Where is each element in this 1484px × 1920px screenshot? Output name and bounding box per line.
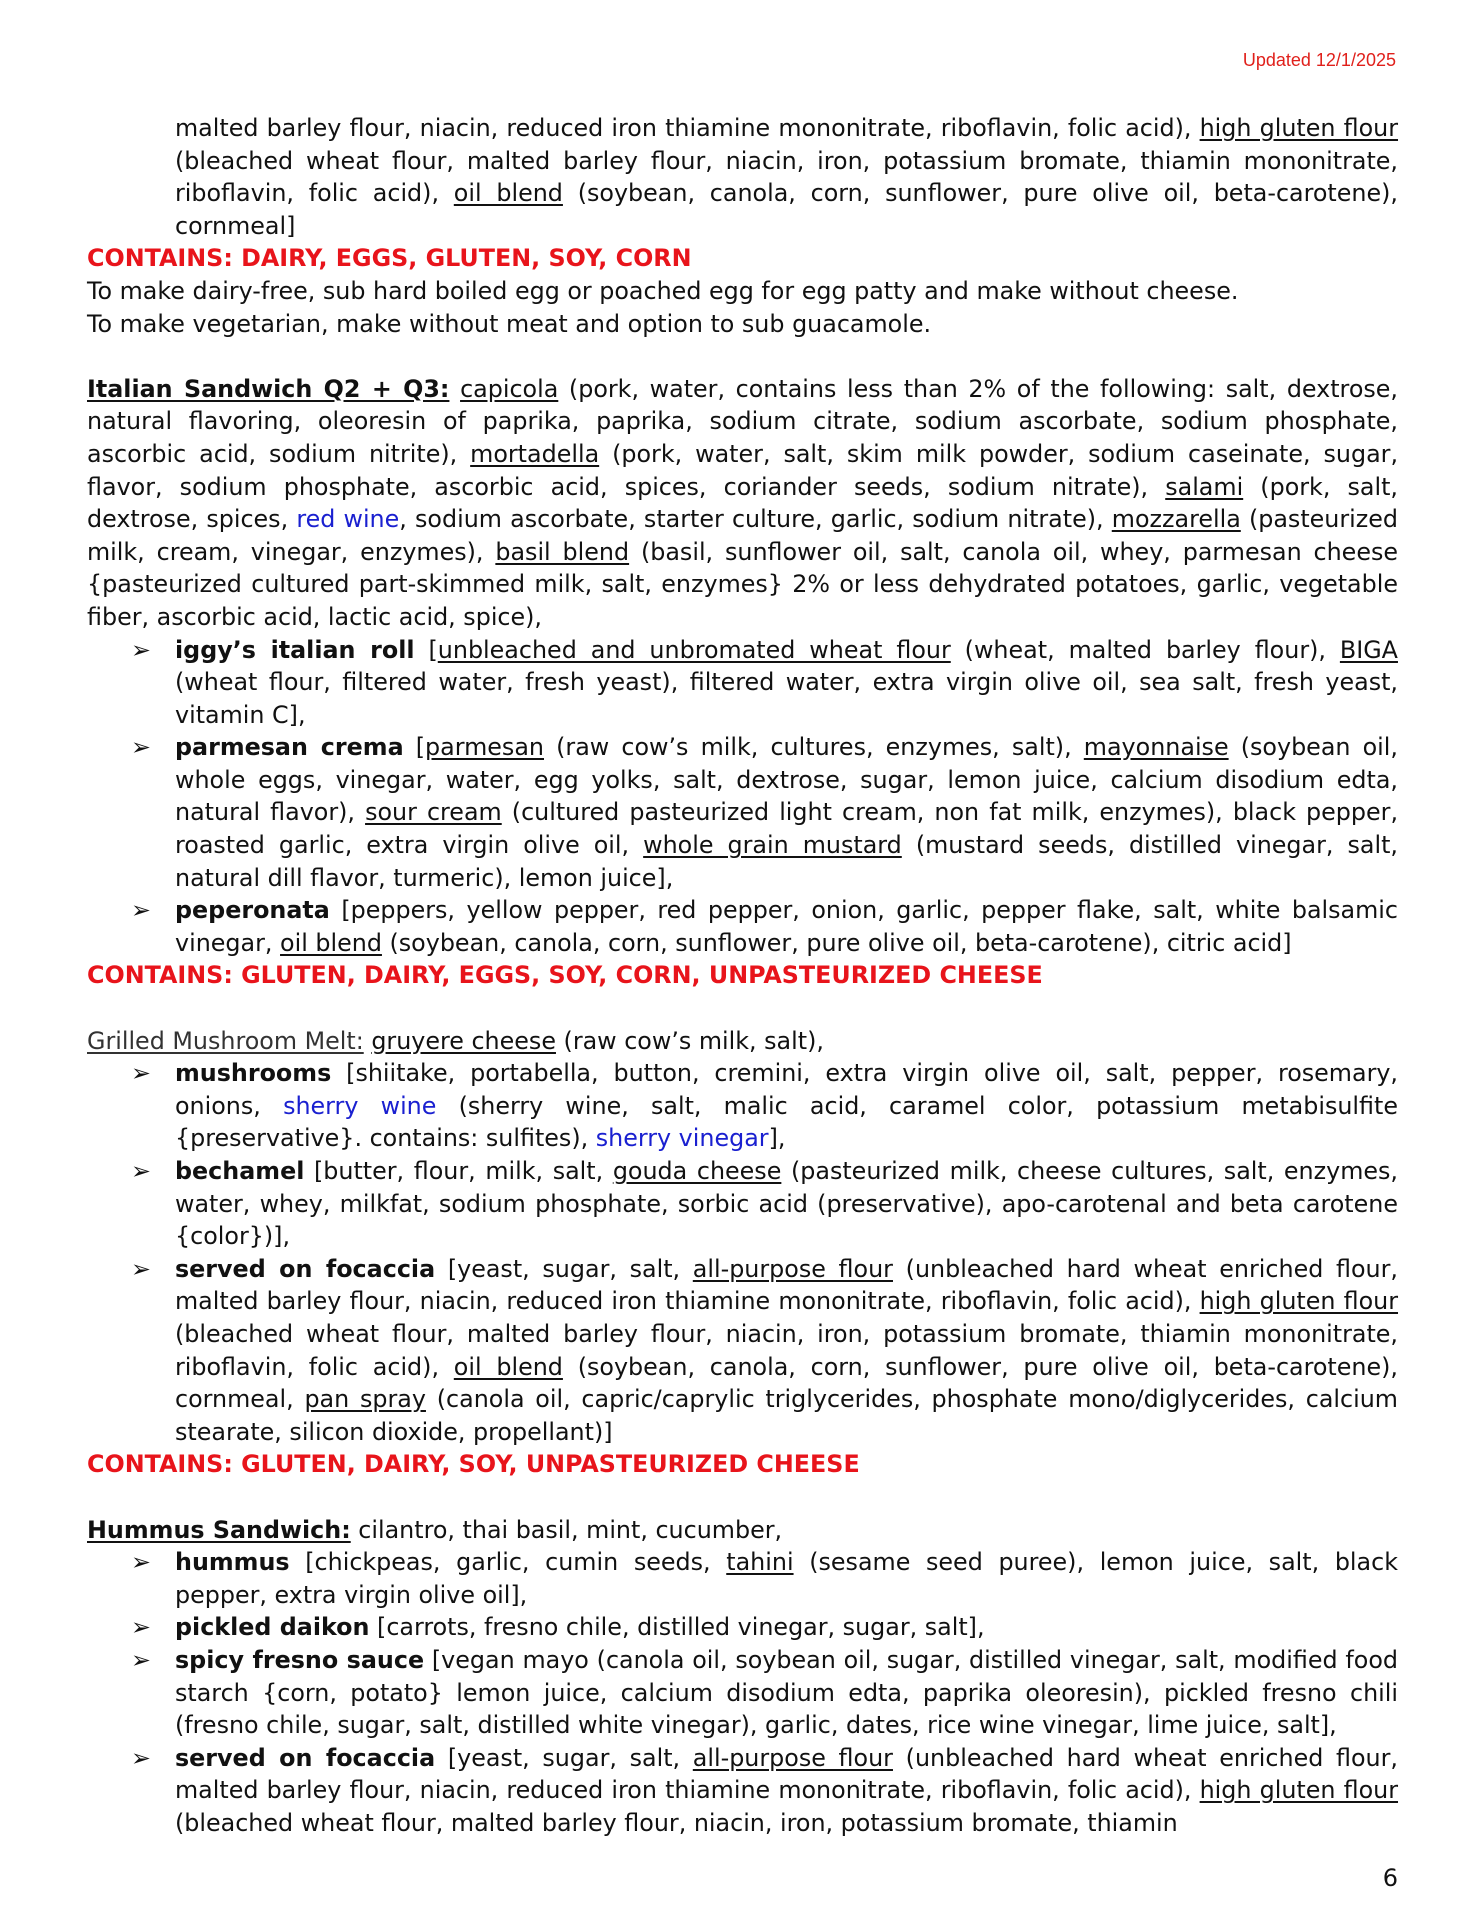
continuation-paragraph: [175, 112, 1398, 242]
mushroom-components-list: [87, 1057, 1398, 1448]
text-run: [chickpeas, garlic, cumin seeds,: [289, 1548, 727, 1577]
wine-highlight: sherry wine: [283, 1091, 437, 1120]
text-run: (soybean, canola, corn, sunflower, pure olive oil, beta-carotene), citric acid]: [381, 928, 1292, 957]
ingredient-link: capicola: [460, 374, 559, 403]
text-run: , sodium ascorbate, starter culture, garlic, sodium nitrate),: [399, 505, 1112, 534]
component-name: parmesan crema: [175, 733, 404, 762]
section-title: Italian Sandwich Q2 + Q3:: [87, 374, 450, 403]
ingredient-link: mortadella: [470, 439, 600, 468]
italian-components-list: [87, 634, 1398, 960]
text-run: [: [403, 733, 426, 762]
component-name: bechamel: [175, 1157, 305, 1185]
list-item: [87, 1546, 1398, 1611]
contains-allergens: CONTAINS: GLUTEN, DAIRY, SOY, UNPASTEURIZED CHEESE: [87, 1450, 860, 1479]
ingredient-link: BIGA: [1339, 635, 1398, 664]
text-run: (mustard seeds, distilled vinegar, salt, natural dill flavor, turmeric), lemon juice],: [175, 831, 1398, 892]
arrow-bullet-icon: ➢: [131, 1613, 151, 1642]
list-item: [87, 1644, 1398, 1742]
section-title: Grilled Mushroom Melt:: [87, 1026, 364, 1055]
text-run: (cultured pasteurized light cream, non fat milk, enzymes), black pepper, roasted garlic, extra virgin olive oil,: [175, 798, 1399, 860]
text-run: (soybean oil, whole eggs, vinegar, water, egg yolks, salt, dextrose, sugar, lemon juice, calcium disodium edta, natural flavor),: [175, 733, 1398, 827]
arrow-bullet-icon: ➢: [131, 733, 151, 762]
contains-allergens: CONTAINS: GLUTEN, DAIRY, EGGS, SOY, CORN, UNPASTEURIZED CHEESE: [87, 961, 1043, 990]
list-item: [87, 1611, 1398, 1644]
hummus-components-list: [87, 1546, 1398, 1839]
text-run: (raw cow’s milk, cultures, enzymes, salt),: [544, 733, 1084, 762]
note-dairy-free: To make dairy-free, sub hard boiled egg or poached egg for egg patty and make without cheese.: [87, 276, 1239, 305]
ingredient-link: salami: [1165, 472, 1244, 501]
note-vegetarian: To make vegetarian, make without meat and option to sub guacamole.: [87, 309, 932, 338]
text-run: (unbleached hard wheat enriched flour, malted barley flour, niacin, reduced iron thiamine mononitrate, riboflavin, folic acid),: [175, 1743, 1398, 1805]
text-run: (bleached wheat flour, malted barley flour, niacin, iron, potassium bromate, thiamin: [175, 1808, 1178, 1837]
text-run: (bleached wheat flour, malted barley flour, niacin, iron, potassium bromate, thiamin mononitrate, riboflavin, folic acid),: [175, 1319, 1398, 1381]
text-run: (pork, water, contains less than 2% of the following: salt, dextrose, natural flavoring, oleoresin of paprika, paprika, sodium citrate, sodium ascorbate, sodium phosphate, ascorbic acid, sodium nitrite),: [87, 374, 1398, 468]
page-content: [87, 112, 1398, 1839]
arrow-bullet-icon: ➢: [131, 1157, 151, 1185]
text-run: cilantro, thai basil, mint, cucumber,: [350, 1515, 783, 1544]
wine-highlight: sherry vinegar: [595, 1124, 769, 1153]
text-run: (pasteurized milk, cream, vinegar, enzymes),: [87, 505, 1399, 566]
component-name: iggy’s italian roll: [175, 635, 415, 664]
text-run: [carrots, fresno chile, distilled vinegar, sugar, salt],: [369, 1613, 985, 1642]
text-run: (basil, sunflower oil, salt, canola oil, whey, parmesan cheese {pasteurized cultured part-skimmed milk, salt, enzymes} 2% or less dehydrated potatoes, garlic, vegetable fiber, ascorbic acid, lactic acid, spice),: [87, 537, 1398, 631]
text-run: (unbleached hard wheat enriched flour, malted barley flour, niacin, reduced iron thiamine mononitrate, riboflavin, folic acid),: [175, 1254, 1398, 1316]
list-item: [87, 1253, 1398, 1449]
section-title: Hummus Sandwich:: [87, 1515, 351, 1544]
wine-highlight: red wine: [296, 505, 400, 534]
text-run: malted barley flour, niacin, reduced iron thiamine mononitrate, riboflavin, folic acid),: [175, 114, 1200, 142]
ingredient-link: mayonnaise: [1083, 733, 1229, 762]
list-item: [87, 1155, 1398, 1253]
arrow-bullet-icon: ➢: [131, 1254, 151, 1283]
list-item: [87, 634, 1398, 732]
ingredient-link: mozzarella: [1111, 505, 1241, 534]
list-item: [87, 1742, 1398, 1840]
text-run: (pasteurized milk, cheese cultures, salt, enzymes, water, whey, milkfat, sodium phosphate, sorbic acid (preservative), apo-carotenal and beta carotene {color})],: [175, 1157, 1398, 1251]
component-name: peperonata: [175, 896, 330, 925]
text-run: [vegan mayo (canola oil, soybean oil, sugar, distilled vinegar, salt, modified food starch {corn, potato} lemon juice, calcium disodium edta, paprika oleoresin), pickled fresno chili (fresno chile, sugar, salt, distilled white vinegar), garlic, dates, rice wine vinegar, lime juice, salt],: [175, 1645, 1398, 1740]
text-run: ],: [768, 1124, 786, 1153]
text-run: (wheat, malted barley flour),: [950, 635, 1340, 664]
ingredient-link: gruyere cheese: [371, 1026, 556, 1055]
text-run: [butter, flour, milk, salt,: [304, 1157, 613, 1185]
updated-date: Updated 12/1/2025: [1242, 50, 1396, 70]
page-number: 6: [1382, 1864, 1398, 1892]
text-run: [yeast, sugar, salt,: [435, 1743, 693, 1772]
arrow-bullet-icon: ➢: [131, 635, 151, 664]
list-item: [87, 1057, 1398, 1155]
text-run: (soybean, canola, corn, sunflower, pure olive oil, beta-carotene), cornmeal]: [175, 179, 1398, 240]
text-run: (sherry wine, salt, malic acid, caramel color, potassium metabisulfite {preservative}. contains: sulfites),: [175, 1091, 1399, 1153]
ingredient-link: all-purpose flour: [692, 1743, 893, 1772]
text-run: (bleached wheat flour, malted barley flour, niacin, iron, potassium bromate, thiamin mononitrate, riboflavin, folic acid),: [175, 146, 1398, 208]
text-run: (canola oil, capric/caprylic triglycerides, phosphate mono/diglycerides, calcium stearate, silicon dioxide, propellant)]: [175, 1385, 1398, 1446]
ingredient-link: sour cream: [365, 798, 502, 827]
component-name: spicy fresno sauce: [175, 1645, 425, 1674]
arrow-bullet-icon: ➢: [131, 1548, 151, 1577]
text-run: (sesame seed puree), lemon juice, salt, black pepper, extra virgin olive oil],: [175, 1548, 1398, 1609]
ingredient-link: high gluten flour: [1199, 1287, 1399, 1316]
ingredient-link: high gluten flour: [1199, 1776, 1399, 1805]
text-run: (pork, salt, dextrose, spices,: [87, 472, 1398, 534]
text-run: (pork, water, salt, skim milk powder, sodium caseinate, sugar, flavor, sodium phosphate, ascorbic acid, spices, coriander seeds, sodium nitrate),: [87, 439, 1399, 501]
arrow-bullet-icon: ➢: [131, 1059, 151, 1088]
list-item: [87, 894, 1398, 959]
arrow-bullet-icon: ➢: [131, 1743, 151, 1772]
component-name: hummus: [175, 1548, 290, 1577]
ingredient-link: all-purpose flour: [692, 1254, 893, 1283]
component-name: served on focaccia: [175, 1743, 436, 1772]
ingredient-link: oil blend: [453, 179, 563, 208]
component-name: pickled daikon: [175, 1613, 370, 1642]
mushroom-melt-paragraph: [87, 1025, 1398, 1058]
italian-sandwich-paragraph: [87, 373, 1398, 634]
text-run: (soybean, canola, corn, sunflower, pure olive oil, beta-carotene), cornmeal,: [175, 1352, 1398, 1414]
ingredient-link: parmesan: [425, 733, 544, 762]
text-run: [: [414, 635, 438, 664]
text-run: [peppers, yellow pepper, red pepper, onion, garlic, pepper flake, salt, white balsamic vinegar,: [175, 896, 1398, 957]
arrow-bullet-icon: ➢: [131, 1645, 151, 1674]
ingredient-link: basil blend: [495, 537, 630, 566]
text-run: (raw cow’s milk, salt),: [555, 1026, 824, 1055]
ingredient-link: high gluten flour: [1199, 114, 1399, 142]
ingredient-link: gouda cheese: [612, 1157, 782, 1185]
ingredient-link: pan spray: [304, 1385, 426, 1414]
ingredient-link: unbleached and unbromated wheat flour: [437, 635, 951, 664]
ingredient-link: oil blend: [453, 1352, 563, 1381]
ingredient-link: tahini: [726, 1548, 794, 1577]
text-run: [yeast, sugar, salt,: [435, 1254, 693, 1283]
text-run: (wheat flour, filtered water, fresh yeast), filtered water, extra virgin olive oil, sea salt, fresh yeast, vitamin C],: [175, 668, 1398, 729]
text-run: [449, 375, 460, 403]
hummus-sandwich-paragraph: [87, 1514, 1398, 1547]
arrow-bullet-icon: ➢: [131, 896, 151, 925]
component-name: mushrooms: [175, 1059, 332, 1088]
text-run: [shiitake, portabella, button, cremini, extra virgin olive oil, salt, pepper, rosemary, onions,: [175, 1059, 1398, 1120]
component-name: served on focaccia: [175, 1254, 436, 1283]
ingredient-link: whole grain mustard: [643, 831, 902, 860]
list-item: [87, 731, 1398, 894]
ingredient-link: oil blend: [280, 928, 382, 957]
contains-allergens: CONTAINS: DAIRY, EGGS, GLUTEN, SOY, CORN: [87, 244, 692, 273]
